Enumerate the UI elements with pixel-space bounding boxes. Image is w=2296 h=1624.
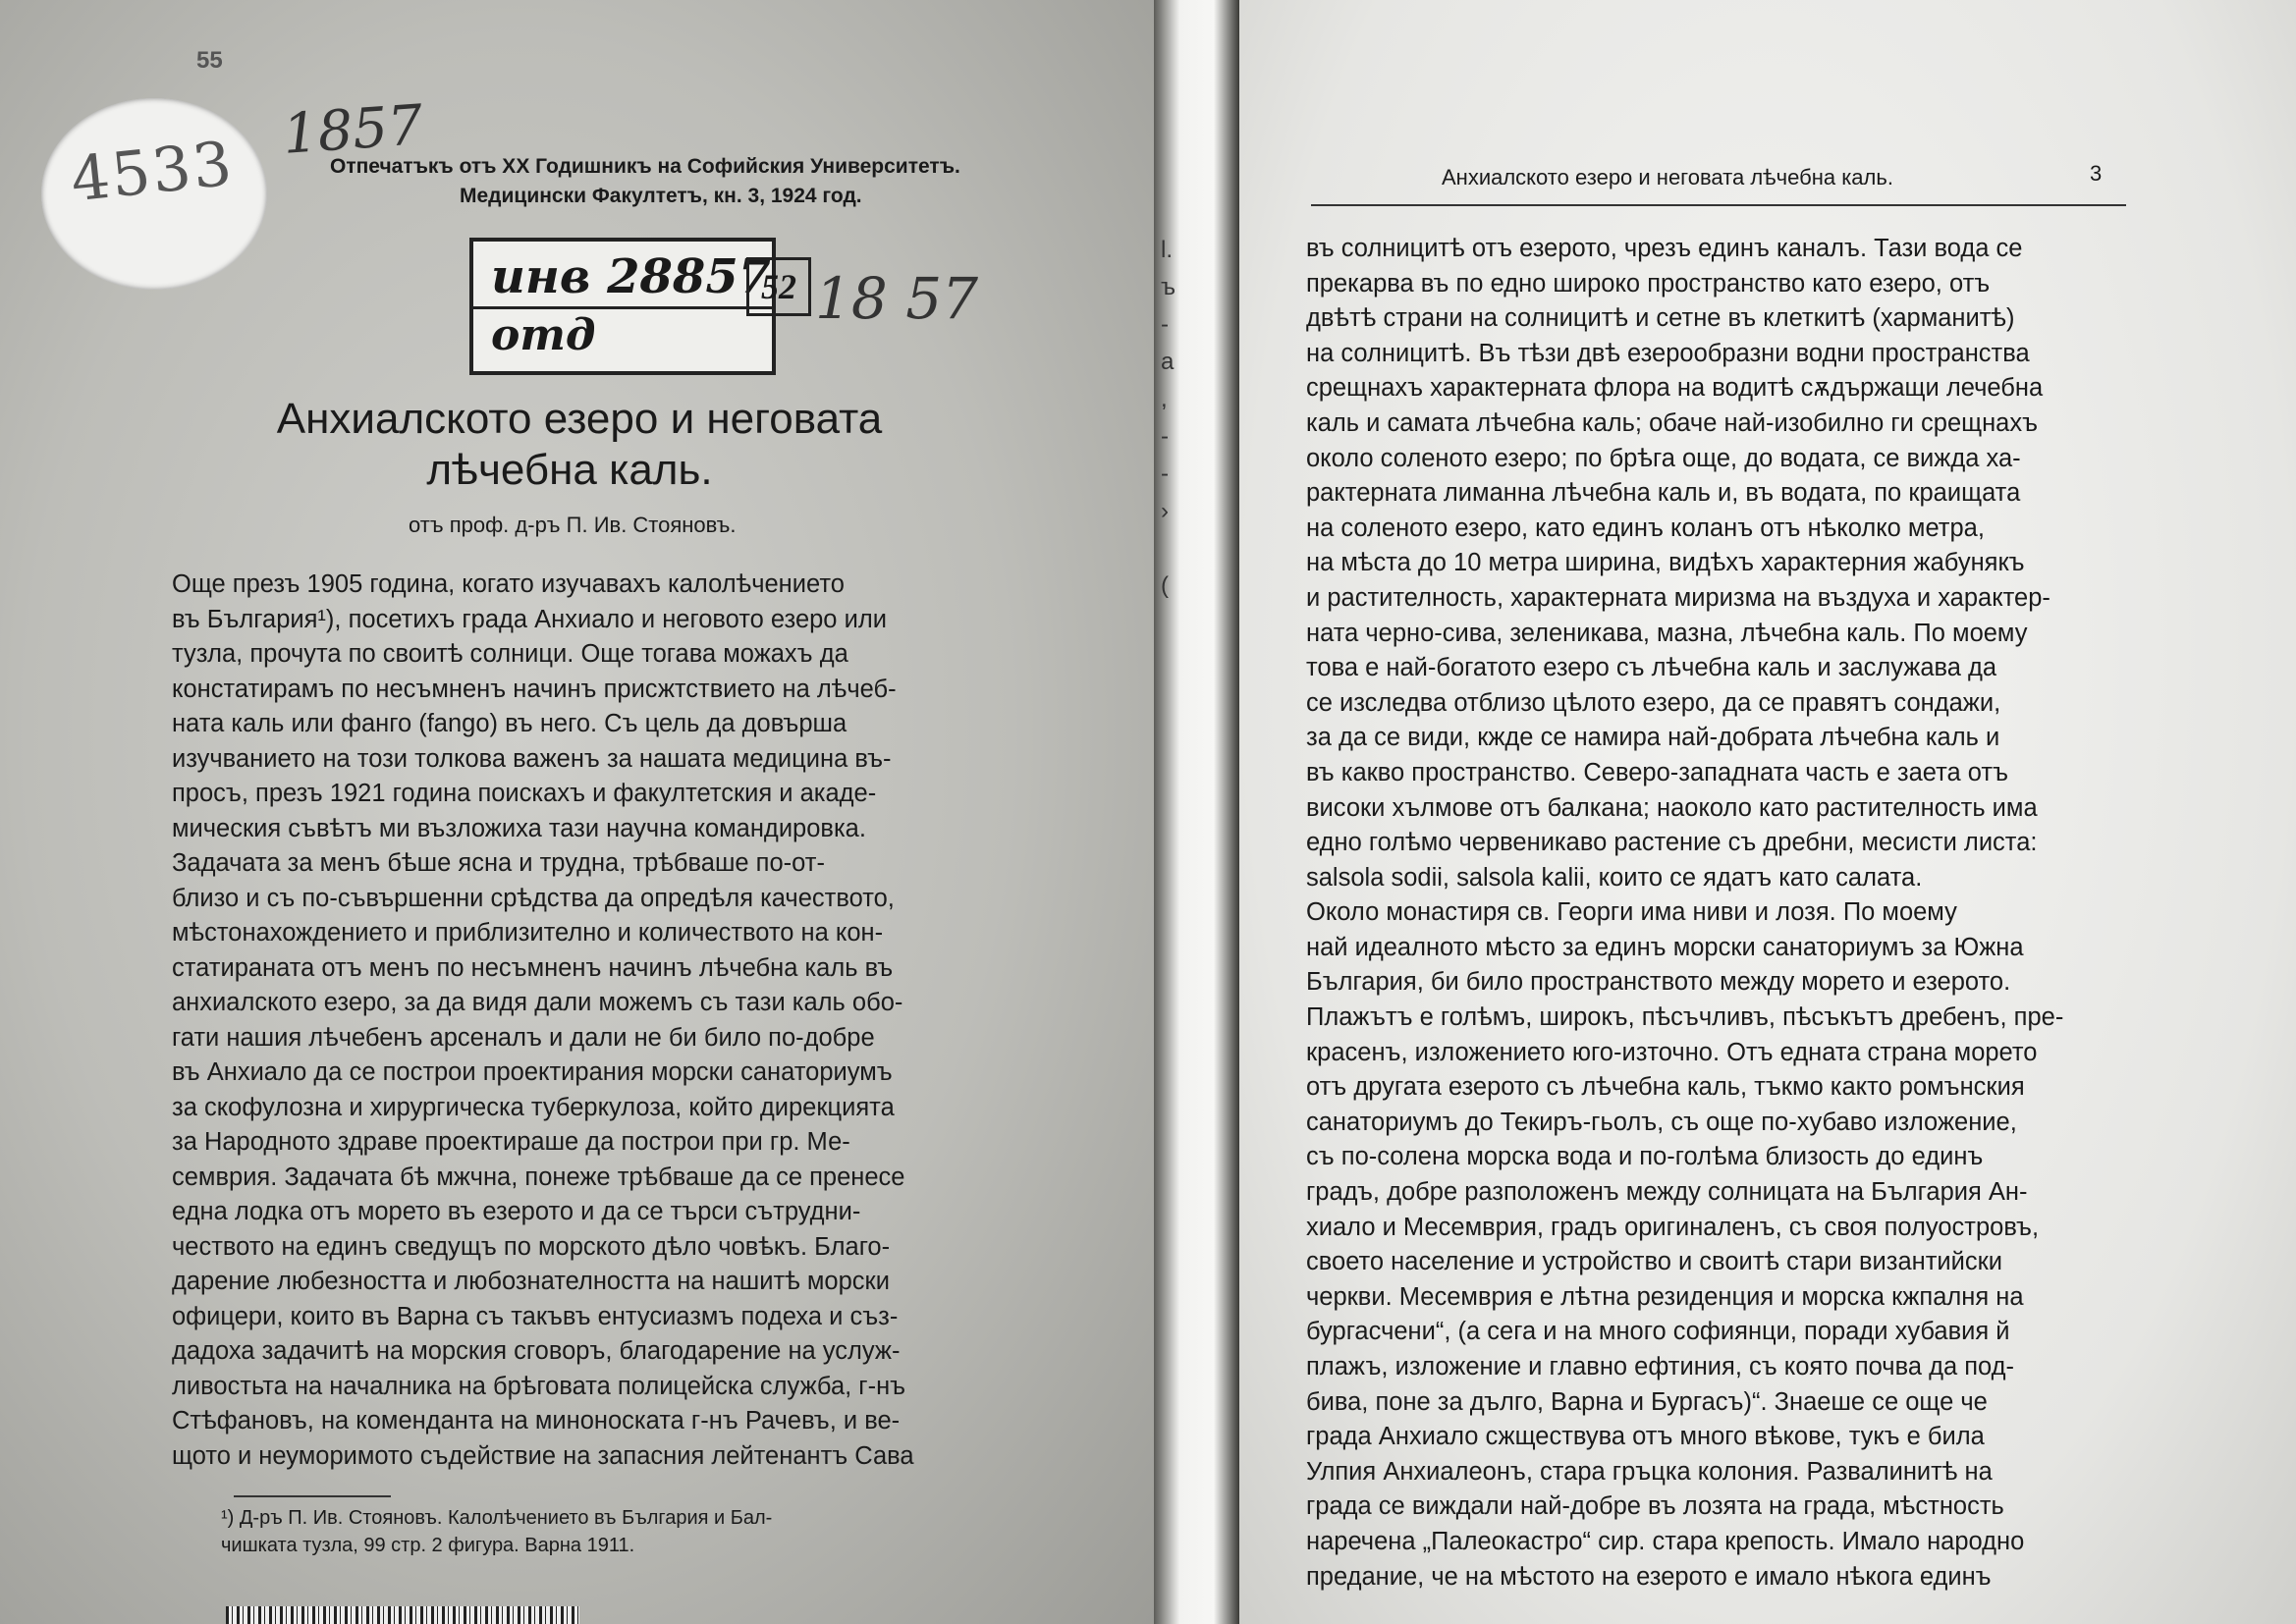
text-line: срещнахъ характерната флора на водитѣ сѫдържащи лечебна <box>1306 374 2044 403</box>
text-line: изучванието на този толкова важенъ за нашата медицина въ- <box>172 744 892 773</box>
text-line: дарение любезността и любознателността на нашитѣ морски <box>172 1268 890 1295</box>
stamp-divider <box>473 306 772 309</box>
text-line: въ солницитѣ отъ езерото, чрезъ единъ каналъ. Тази вода се <box>1306 235 2023 262</box>
margin-fragment: - <box>1161 460 1169 487</box>
margin-fragment: l. <box>1161 237 1173 263</box>
text-line: високи хълмове отъ балкана; наоколо като растителность има <box>1306 793 2038 822</box>
text-line: мѣстонахождението и приблизително и количеството на кон- <box>172 919 884 947</box>
barcode <box>226 1606 579 1624</box>
text-line: предание, че на мѣстото на езерото е имало нѣкога единъ <box>1306 1562 1992 1591</box>
text-line: красенъ, изложението юго-източно. Отъ едната страна морето <box>1306 1038 2038 1066</box>
text-line: близо и съ по-съвършенни срѣдства да опредѣля качеството, <box>172 884 895 912</box>
stamp-inventory-number: инв 28857 <box>491 249 772 304</box>
text-line: анхиалското езеро, за да видя дали можемъ съ тази каль обо- <box>172 989 903 1016</box>
footnote-line: чишката тузла, 99 стр. 2 фигура. Варна 1911. <box>221 1535 635 1556</box>
text-line: тузла, прочута по своитѣ солници. Още тогава можахъ да <box>172 640 848 668</box>
text-line: Стѣфановъ, на коменданта на миноноската г-нъ Рачевъ, и ве- <box>172 1407 901 1435</box>
text-line: на мѣста до 10 метра ширина, видѣхъ характерния жабунякъ <box>1306 549 2025 577</box>
text-line: рактерната лиманна лѣчебна каль и, въ водата, по краищата <box>1306 479 2021 508</box>
text-line: на солницитѣ. Въ тѣзи двѣ езерообразни водни пространства <box>1306 339 2030 367</box>
handwritten-number: 1857 <box>280 93 425 167</box>
text-line: съ по-солена морска вода и по-голѣма близость до единъ <box>1306 1143 1984 1171</box>
text-line: отъ другата езерото съ лѣчебна каль, тъкмо както ромънския <box>1306 1073 2025 1102</box>
text-line: чеството на единъ сведущъ по морското дѣло човѣкъ. Благо- <box>172 1232 891 1261</box>
text-line: и растителность, характерната миризма на въздуха и характер- <box>1306 583 2050 612</box>
text-line: въ какво пространство. Северо-западната часть е заета отъ <box>1306 758 2009 786</box>
stamp-department: отд <box>491 310 596 360</box>
text-line: въ Анхиало да се построи проектирания морски санаториумъ <box>172 1058 893 1086</box>
margin-fragment: - <box>1161 423 1169 450</box>
text-line: статираната отъ менъ по несъмненъ начинъ лѣчебна каль въ <box>172 953 894 982</box>
text-line: мическия съвѣтъ ми възложиха тази научна командировка. <box>172 814 866 842</box>
page-number: 3 <box>2090 161 2103 186</box>
text-line: ната черно-сива, зеленикава, мазна, лѣчебна каль. По моему <box>1306 619 2028 647</box>
text-line: това е най-богатото езеро съ лѣчебна каль и заслужава да <box>1306 654 1997 682</box>
text-line: salsola sodii, salsola kalii, които се ядатъ като салата. <box>1306 863 1923 892</box>
text-line: наречена „Палеокастро“ сир. стара крепость. Имало народно <box>1306 1527 2025 1555</box>
inventory-stamp <box>469 238 776 375</box>
text-line: градъ, добре разположенъ между солницата на България Ан- <box>1306 1178 2028 1207</box>
text-line: Още презъ 1905 година, когато изучавахъ калолѣчението <box>172 570 845 598</box>
stamp-small-box: 52 <box>746 257 811 316</box>
text-line: на соленото езеро, като единъ коланъ отъ нѣколко метра, <box>1306 514 1985 542</box>
text-line: се изследва отблизо цѣлото езеро, да се правятъ сондажи, <box>1306 688 2001 717</box>
text-line: ната каль или фанго (fango) въ него. Съ цель да довърша <box>172 710 847 737</box>
text-line: черкви. Месемврия е лѣтна резиденция и морска кжпалня на <box>1306 1282 2024 1311</box>
header-rule <box>1311 204 2126 206</box>
footnote-line: ¹) Д-ръ П. Ив. Стояновъ. Калолѣчението въ България и Бал- <box>221 1507 773 1529</box>
text-line: своето население и устройство и своитѣ стари византийски <box>1306 1248 2003 1276</box>
margin-fragment: › <box>1161 498 1169 524</box>
text-line: констатирамъ по несъмненъ начинъ присжтствието на лѣчеб- <box>172 675 897 703</box>
footnote <box>221 1504 772 1559</box>
text-line: града се виждали най-добре въ лозята на града, мѣстность <box>1306 1492 2004 1521</box>
article-title-line2: лѣчебна каль. <box>426 446 713 494</box>
text-line: за Народното здраве проектираше да построи при гр. Ме- <box>172 1128 850 1156</box>
margin-fragment: , <box>1161 386 1168 412</box>
text-line: дадоха задачитѣ на морския сговоръ, благодарение на услуж- <box>172 1337 901 1365</box>
footnote-rule <box>234 1495 391 1497</box>
text-line: града Анхиало сжществува отъ много вѣкове, тукъ е била <box>1306 1423 1985 1451</box>
running-head: Анхиалското езеро и неговата лѣчебна каль. <box>1442 165 1893 189</box>
text-line: Улпия Анхиалеонъ, стара гръцка колония. Развалинитѣ на <box>1306 1457 1993 1486</box>
text-line: плажъ, изложение и главно ефтиния, съ която почва да под- <box>1306 1353 2015 1380</box>
margin-fragment: а <box>1161 349 1175 375</box>
article-title-line1: Анхиалското езеро и неговата <box>276 395 883 443</box>
margin-fragment: - <box>1161 311 1169 338</box>
offprint-header-line2: Медицински Факултетъ, кн. 3, 1924 год. <box>460 185 862 207</box>
text-line: едно голѣмо червеникаво растение съ дребни, месисти листа: <box>1306 829 2038 857</box>
text-line: щото и неуморимото съдействие на запасния лейтенантъ Сава <box>172 1441 914 1470</box>
text-line: една лодка отъ морето въ езерото и да се търси сътрудни- <box>172 1198 861 1225</box>
circle-number: 4533 <box>67 127 238 216</box>
cut-margin-text <box>1161 232 1175 605</box>
text-line: България, би било пространството между морето и езерото. <box>1306 968 2011 997</box>
text-line: въ България¹), посетихъ града Анхиало и неговото езеро или <box>172 605 887 633</box>
margin-fragment: ъ <box>1161 274 1175 300</box>
text-line: за да се види, кжде се намира най-добрата лѣчебна каль и <box>1306 724 2000 752</box>
corner-mark: 55 <box>196 47 223 74</box>
margin-fragment <box>1161 530 1175 568</box>
text-line: прекарва въ по едно широко пространство като езеро, отъ <box>1306 269 1991 298</box>
right-body-text <box>1306 232 2129 1595</box>
text-line: около соленото езеро; по брѣга още, до водата, се вижда ха- <box>1306 444 2021 472</box>
text-line: санаториумъ до Текиръ-гьолъ, съ още по-хубаво изложение, <box>1306 1108 2017 1136</box>
text-line: бива, поне за дълго, Варна и Бургасъ)“. Знаеше се още че <box>1306 1387 1988 1416</box>
text-line: Задачата за менъ бѣше ясна и трудна, трѣбваше по-от- <box>172 849 825 877</box>
text-line: хиало и Месемврия, градъ оригиналенъ, съ своя полуостровъ, <box>1306 1213 2040 1241</box>
margin-fragment: ( <box>1161 572 1169 599</box>
text-line: най идеалното мѣсто за единъ морски санаториумъ за Южна <box>1306 933 2024 961</box>
text-line: просъ, презъ 1921 година поискахъ и факултетския и акаде- <box>172 780 877 807</box>
text-line: ливостьта на началника на брѣговата полицейска служба, г-нъ <box>172 1372 906 1400</box>
offprint-header-line1: Отпечатъкъ отъ XX Годишникъ на Софийския Университетъ. <box>330 155 960 178</box>
text-line: Около монастиря св. Георги има ниви и лозя. По моему <box>1306 898 1957 927</box>
text-line: семврия. Задачата бѣ мжчна, понеже трѣбваше да се пренесе <box>172 1163 905 1191</box>
text-line: двѣтѣ страни на солницитѣ и сетне въ клеткитѣ (харманитѣ) <box>1306 304 2015 333</box>
handwritten-number-side: 18 57 <box>815 265 979 332</box>
article-author: отъ проф. д-ръ П. Ив. Стояновъ. <box>409 513 737 537</box>
left-body-text <box>172 568 1007 1474</box>
text-line: бургасчени“, (а сега и на много софиянци, поради хубавия й <box>1306 1318 2010 1346</box>
text-line: каль и самата лѣчебна каль; обаче най-изобилно ги срещнахъ <box>1306 408 2039 437</box>
text-line: Плажътъ е голѣмъ, широкъ, пѣсъчливъ, пѣсъкътъ дребенъ, пре- <box>1306 1003 2064 1032</box>
text-line: гати нашия лѣчебенъ арсеналъ и дали не би било по-добре <box>172 1023 875 1052</box>
text-line: за скофулозна и хирургическа туберкулоза, който дирекцията <box>172 1093 895 1121</box>
text-line: офицери, които въ Варна съ такъвъ ентусиазмъ подеха и съз- <box>172 1302 899 1330</box>
